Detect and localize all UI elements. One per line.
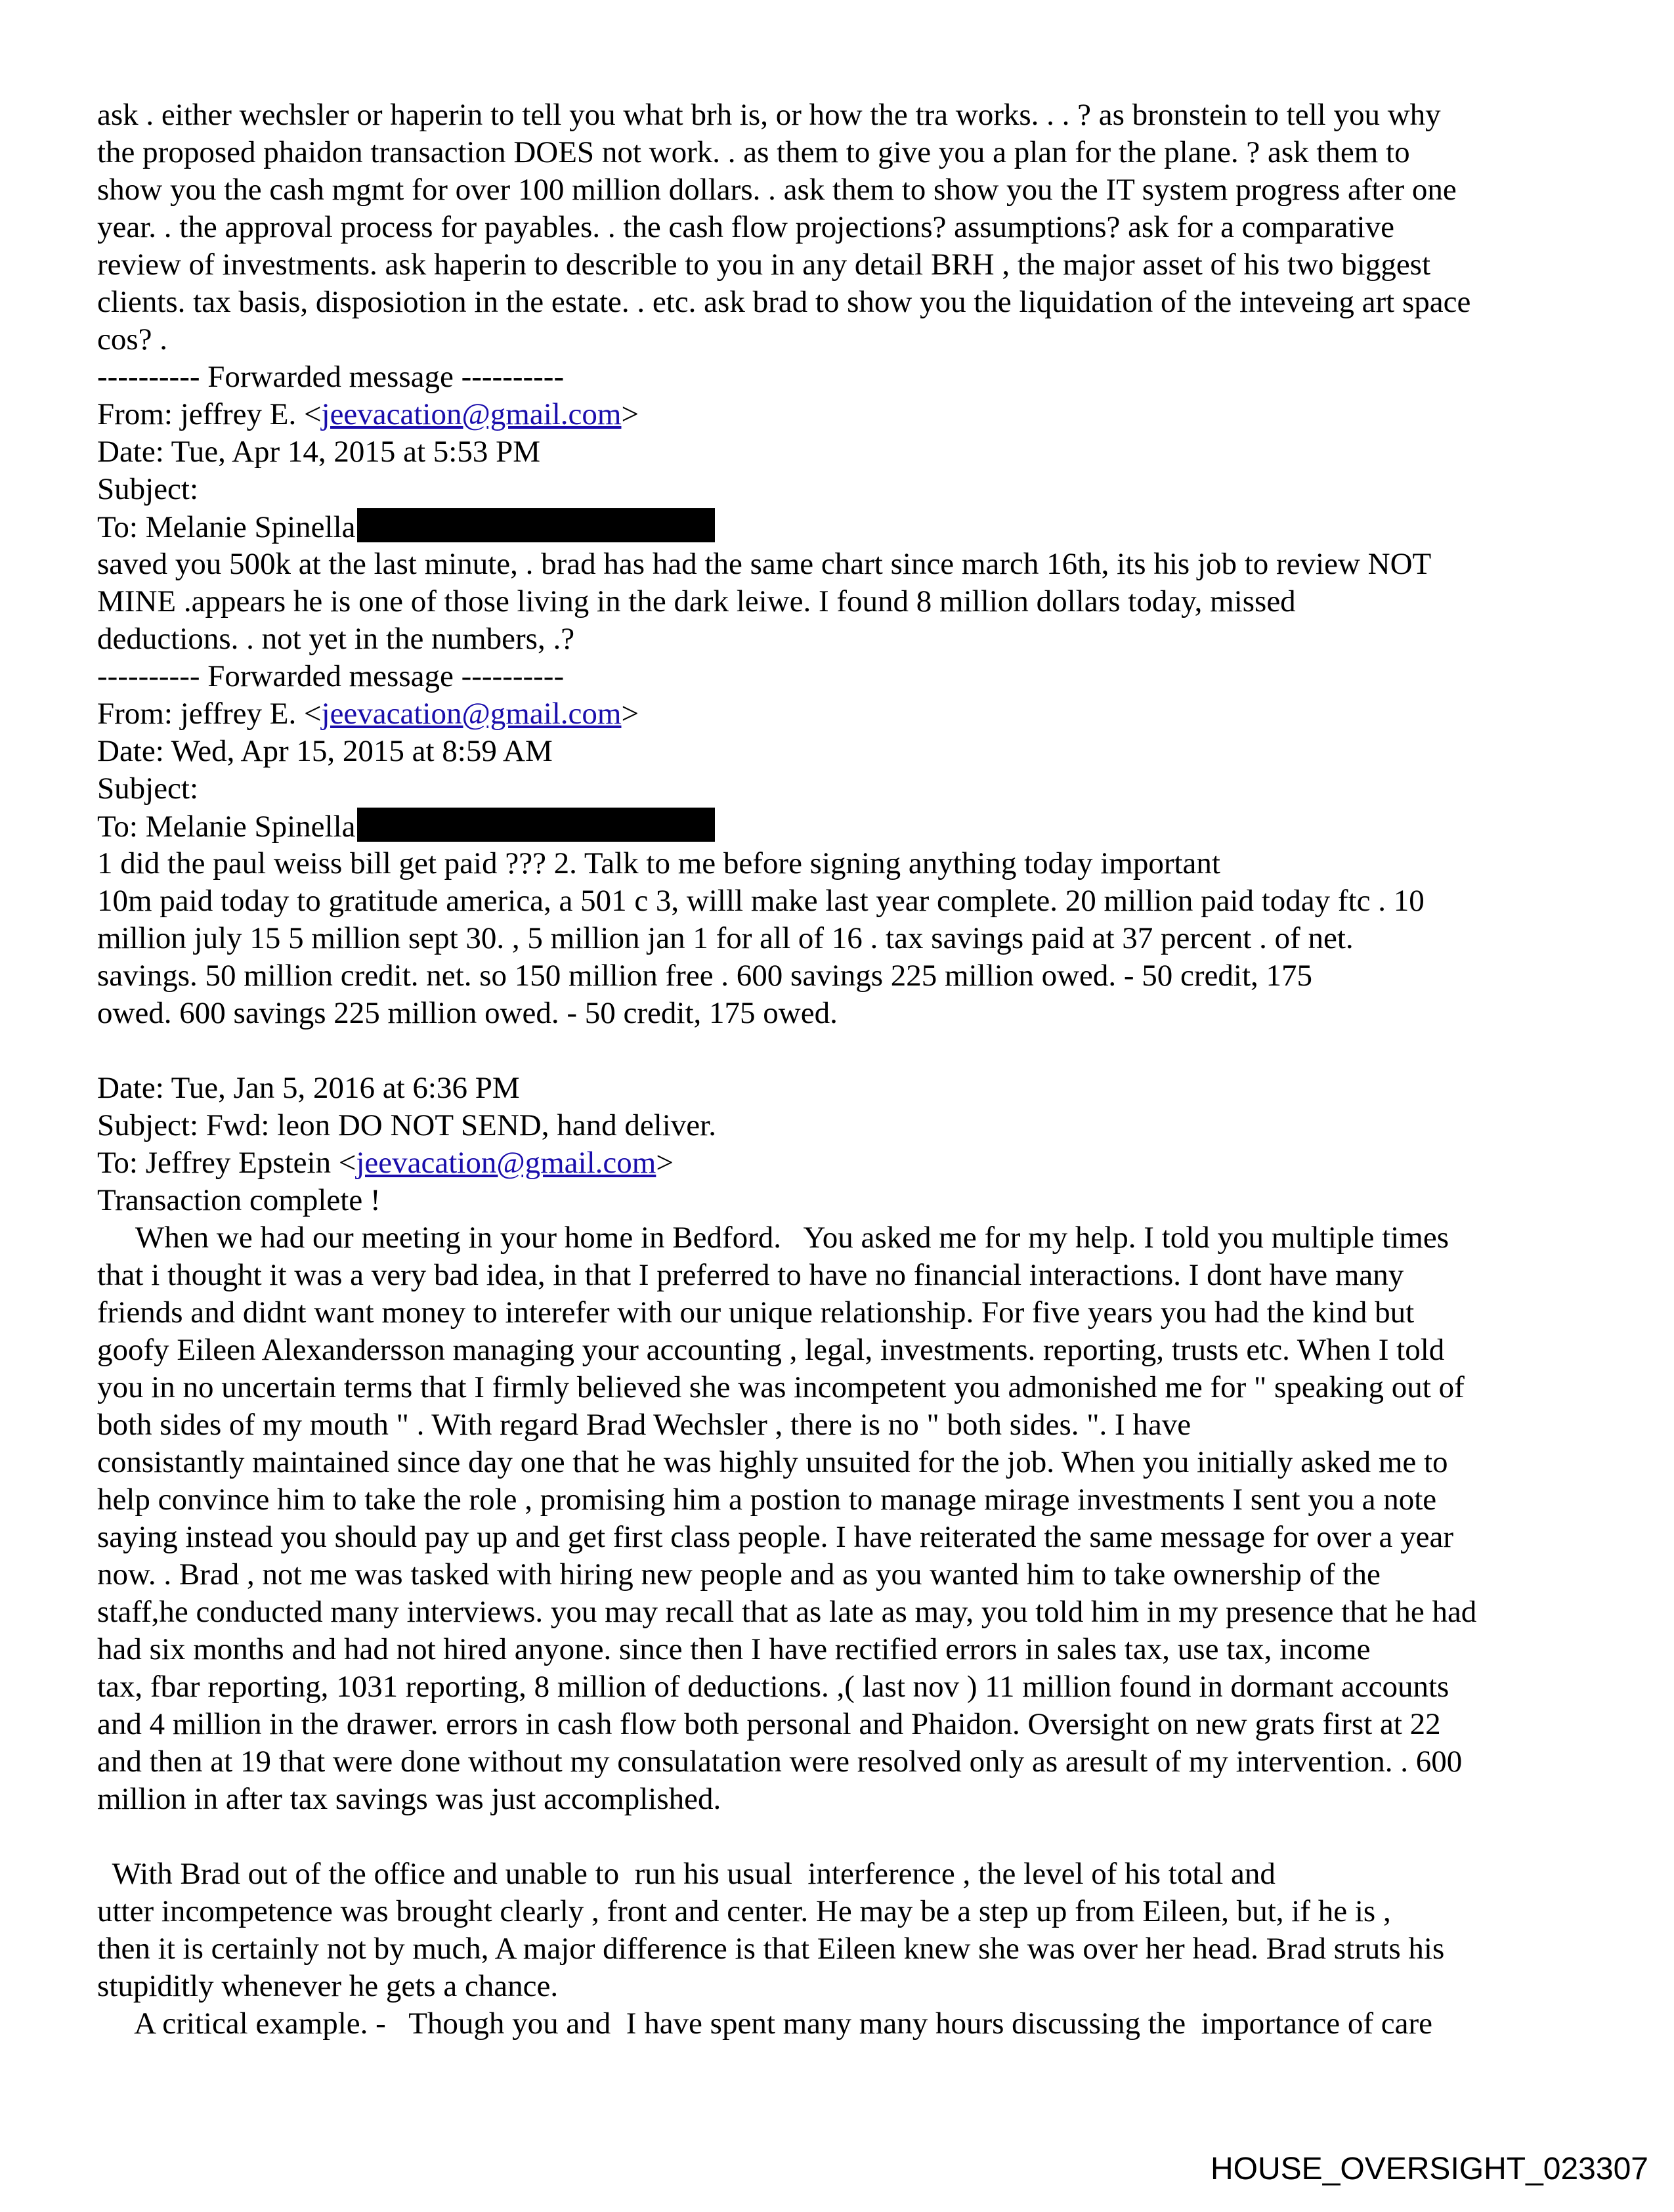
letter-line: goofy Eileen Alexandersson managing your accounting , legal, investments. reporting, trusts etc. When I told (97, 1333, 1445, 1367)
paragraph-line: the proposed phaidon transaction DOES not work. . as them to give you a plan for the plane. ? ask them to (97, 135, 1410, 169)
message-body-line: owed. 600 savings 225 million owed. - 50 credit, 175 owed. (97, 996, 838, 1030)
from-line (97, 695, 1581, 733)
to-recipient: To: Melanie Spinella (97, 810, 356, 844)
letter-line: utter incompetence was brought clearly , front and center. He may be a step up from Eileen, but, if he is , (97, 1894, 1391, 1928)
to-line (97, 508, 1581, 546)
subject-line: Subject: (97, 472, 199, 506)
paragraph-line: ask . either wechsler or haperin to tell you what brh is, or how the tra works. . . ? as bronstein to tell you why (97, 98, 1441, 132)
letter-line: consistantly maintained since day one that he was highly unsuited for the job. When you initially asked me to (97, 1445, 1448, 1479)
date-line: Date: Tue, Jan 5, 2016 at 6:36 PM (97, 1071, 520, 1105)
letter-line: A critical example. - Though you and I have spent many many hours discussing the importance of care (97, 2006, 1432, 2041)
letter-line: that i thought it was a very bad idea, in that I preferred to have no financial interactions. I dont have many (97, 1258, 1404, 1292)
letter-line: now. . Brad , not me was tasked with hiring new people and as you wanted him to take ownership of the (97, 1557, 1381, 1592)
paragraph-line: clients. tax basis, disposiotion in the estate. . etc. ask brad to show you the liquidation of the inteveing art space (97, 285, 1471, 319)
letter-line: stupiditly whenever he gets a chance. (97, 1969, 559, 2003)
subject-line: Subject: (97, 771, 199, 806)
paragraph-line: show you the cash mgmt for over 100 million dollars. . ask them to show you the IT system progress after one (97, 173, 1457, 207)
letter-line: and 4 million in the drawer. errors in cash flow both personal and Phaidon. Oversight on new grats first at 22 (97, 1707, 1441, 1741)
letter-line: friends and didnt want money to interefer with our unique relationship. For five years you had the kind but (97, 1295, 1415, 1330)
letter-line: staff,he conducted many interviews. you may recall that as late as may, you told him in my presence that he had (97, 1595, 1477, 1629)
letter-line: With Brad out of the office and unable to run his usual interference , the level of his total and (97, 1857, 1276, 1891)
to-suffix: > (656, 1146, 674, 1180)
to-recipient: To: Melanie Spinella (97, 510, 356, 544)
recipient-email-link[interactable]: jeevacation@gmail.com (356, 1146, 656, 1180)
email-chain-text (97, 97, 1581, 2043)
letter-line: and then at 19 that were done without my consulatation were resolved only as aresult of my intervention. . 600 (97, 1745, 1463, 1779)
forwarded-message-separator: ---------- Forwarded message ---------- (97, 659, 565, 693)
date-line: Date: Wed, Apr 15, 2015 at 8:59 AM (97, 734, 553, 768)
forwarded-message-separator: ---------- Forwarded message ---------- (97, 360, 565, 394)
letter-line: tax, fbar reporting, 1031 reporting, 8 million of deductions. ,( last nov ) 11 million found in dormant accounts (97, 1670, 1449, 1704)
bates-number: HOUSE_OVERSIGHT_023307 (1211, 2152, 1648, 2186)
paragraph-line: review of investments. ask haperin to describle to you in any detail BRH , the major asset of his two biggest (97, 248, 1431, 282)
message-body-line: 10m paid today to gratitude america, a 501 c 3, willl make last year complete. 20 million paid today ftc . 10 (97, 884, 1425, 918)
from-prefix: From: jeffrey E. < (97, 697, 322, 731)
redaction-block (357, 808, 715, 842)
paragraph-line: year. . the approval process for payables. . the cash flow projections? assumptions? ask for a comparative (97, 210, 1394, 244)
blank-line (97, 1818, 1581, 1855)
from-suffix: > (621, 697, 639, 731)
message-body-line: saved you 500k at the last minute, . brad has had the same chart since march 16th, its his job to review NOT (97, 547, 1432, 581)
letter-line: When we had our meeting in your home in Bedford. You asked me for my help. I told you multiple times (97, 1221, 1449, 1255)
letter-line: help convince him to take the role , promising him a postion to manage mirage investments I sent you a note (97, 1483, 1437, 1517)
from-suffix: > (621, 397, 639, 431)
letter-line: had six months and had not hired anyone. since then I have rectified errors in sales tax, use tax, income (97, 1632, 1371, 1666)
message-body-line: MINE .appears he is one of those living in the dark leiwe. I found 8 million dollars today, missed (97, 584, 1296, 618)
letter-line: million in after tax savings was just accomplished. (97, 1782, 721, 1816)
letter-line: then it is certainly not by much, A major difference is that Eileen knew she was over her head. Brad struts his (97, 1932, 1445, 1966)
message-body-line: savings. 50 million credit. net. so 150 million free . 600 savings 225 million owed. - 50 credit, 175 (97, 959, 1313, 993)
paragraph-line: cos? . (97, 322, 168, 357)
date-line: Date: Tue, Apr 14, 2015 at 5:53 PM (97, 435, 541, 469)
message-body-line: deductions. . not yet in the numbers, .? (97, 622, 575, 656)
sender-email-link[interactable]: jeevacation@gmail.com (321, 697, 622, 731)
blank-line (97, 1032, 1581, 1070)
letter-line: you in no uncertain terms that I firmly believed she was incompetent you admonished me for " speaking out of (97, 1370, 1465, 1404)
letter-line: saying instead you should pay up and get first class people. I have reiterated the same message for over a year (97, 1520, 1453, 1554)
to-line (97, 808, 1581, 845)
to-prefix: To: Jeffrey Epstein < (97, 1146, 356, 1180)
letter-line: both sides of my mouth " . With regard Brad Wechsler , there is no " both sides. ". I have (97, 1408, 1191, 1442)
sender-email-link[interactable]: jeevacation@gmail.com (321, 397, 622, 431)
from-prefix: From: jeffrey E. < (97, 397, 322, 431)
redaction-block (357, 508, 715, 542)
to-line (97, 1144, 1581, 1182)
message-body-line: 1 did the paul weiss bill get paid ??? 2. Talk to me before signing anything today important (97, 846, 1220, 880)
message-body-line: million july 15 5 million sept 30. , 5 million jan 1 for all of 16 . tax savings paid at 37 percent . of net. (97, 921, 1354, 955)
from-line (97, 396, 1581, 433)
subject-line: Subject: Fwd: leon DO NOT SEND, hand deliver. (97, 1108, 716, 1142)
opening-line: Transaction complete ! (97, 1183, 381, 1217)
